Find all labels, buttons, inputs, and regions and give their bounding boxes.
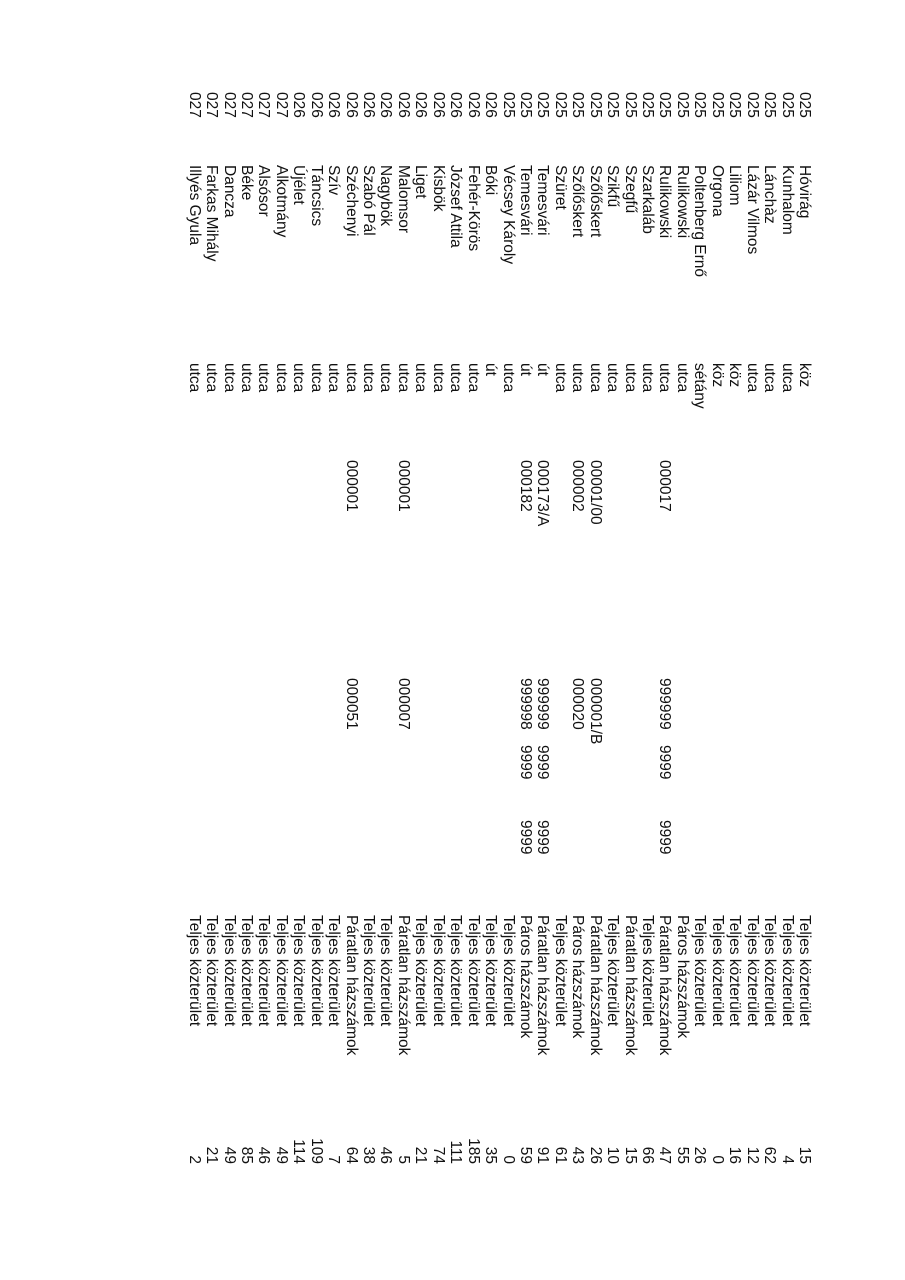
street-type: sétány bbox=[691, 363, 709, 409]
count-value: 64 bbox=[342, 1146, 360, 1164]
street-name: Temesvári bbox=[517, 165, 534, 236]
count-value: 114 bbox=[290, 1139, 308, 1164]
street-name: Széchenyi bbox=[342, 165, 360, 237]
house-number-to: 000051 bbox=[342, 678, 360, 730]
street-name: Szüret bbox=[551, 165, 569, 210]
house-number-from: 000001 bbox=[394, 460, 412, 512]
count-value: 49 bbox=[220, 1146, 238, 1164]
street-type: utca bbox=[360, 363, 378, 393]
house-number-from: 000173/A bbox=[534, 460, 552, 527]
district-code: 025 bbox=[691, 92, 709, 118]
street-type: út bbox=[482, 363, 500, 376]
house-number-from: 000182 bbox=[517, 460, 534, 512]
street-type: út bbox=[534, 363, 552, 376]
coverage-scope: Teljes közterület bbox=[482, 915, 500, 1027]
district-code: 025 bbox=[639, 92, 657, 118]
count-value: 26 bbox=[691, 1146, 709, 1164]
street-name: Kunhalom bbox=[778, 165, 796, 235]
district-code: 027 bbox=[255, 92, 273, 118]
count-value: 47 bbox=[656, 1146, 674, 1164]
street-name: Kisbök bbox=[429, 165, 447, 212]
coverage-scope: Páratlan házszámok bbox=[394, 915, 412, 1056]
coverage-scope: Páratlan házszámok bbox=[656, 915, 674, 1056]
street-name: Szabó Pál bbox=[360, 165, 378, 236]
coverage-scope: Teljes közterület bbox=[412, 915, 430, 1027]
count-value: 46 bbox=[377, 1146, 395, 1164]
coverage-scope: Páros házszámok bbox=[569, 915, 587, 1039]
street-name: József Attila bbox=[447, 165, 465, 248]
coverage-scope: Teljes közterület bbox=[604, 915, 622, 1027]
district-code: 025 bbox=[708, 92, 726, 118]
house-number-from: 00001/00 bbox=[586, 460, 604, 525]
house-number-to: 999998 bbox=[517, 678, 534, 730]
street-type: utca bbox=[656, 363, 674, 393]
coverage-scope: Teljes közterület bbox=[185, 915, 203, 1027]
count-value: 5 bbox=[394, 1155, 412, 1164]
coverage-scope: Teljes közterület bbox=[639, 915, 657, 1027]
count-value: 2 bbox=[185, 1155, 203, 1164]
street-type: utca bbox=[604, 363, 622, 393]
district-code: 026 bbox=[377, 92, 395, 118]
coverage-scope: Páros házszámok bbox=[517, 915, 534, 1039]
street-name: Szív bbox=[325, 165, 343, 196]
coverage-scope: Teljes közterület bbox=[499, 915, 517, 1027]
count-value: 49 bbox=[272, 1146, 290, 1164]
district-code: 025 bbox=[621, 92, 639, 118]
district-code: 027 bbox=[272, 92, 290, 118]
street-type: utca bbox=[429, 363, 447, 393]
range-value-2: 9999 bbox=[656, 820, 674, 855]
street-type: köz bbox=[726, 363, 744, 388]
range-value-2: 9999 bbox=[517, 820, 534, 855]
district-code: 027 bbox=[203, 92, 221, 118]
count-value: 111 bbox=[447, 1140, 465, 1164]
district-code: 025 bbox=[499, 92, 517, 118]
district-code: 025 bbox=[761, 92, 779, 118]
district-code: 026 bbox=[429, 92, 447, 118]
district-code: 025 bbox=[656, 92, 674, 118]
coverage-scope: Teljes közterület bbox=[796, 915, 813, 1027]
house-number-to: 999999 bbox=[656, 678, 674, 730]
street-name: Lázár Vilmos bbox=[743, 165, 761, 255]
district-code: 025 bbox=[551, 92, 569, 118]
district-code: 025 bbox=[569, 92, 587, 118]
street-name: Bóki bbox=[482, 165, 500, 196]
street-type: köz bbox=[796, 363, 813, 388]
count-value: 185 bbox=[464, 1138, 482, 1164]
street-type: utca bbox=[394, 363, 412, 393]
coverage-scope: Teljes közterület bbox=[464, 915, 482, 1027]
range-value-1: 9999 bbox=[656, 745, 674, 780]
street-name: Rulikowski bbox=[656, 165, 674, 239]
coverage-scope: Teljes közterület bbox=[203, 915, 221, 1027]
coverage-scope: Páros házszámok bbox=[673, 915, 691, 1039]
coverage-scope: Teljes közterület bbox=[325, 915, 343, 1027]
district-code: 025 bbox=[778, 92, 796, 118]
district-code: 027 bbox=[185, 92, 203, 118]
street-name: Temesvári bbox=[534, 165, 552, 236]
street-type: utca bbox=[586, 363, 604, 393]
count-value: 66 bbox=[639, 1146, 657, 1164]
district-code: 025 bbox=[517, 92, 534, 118]
coverage-scope: Teljes közterület bbox=[761, 915, 779, 1027]
district-code: 026 bbox=[412, 92, 430, 118]
district-code: 026 bbox=[342, 92, 360, 118]
street-type: utca bbox=[220, 363, 238, 393]
coverage-scope: Teljes közterület bbox=[708, 915, 726, 1027]
street-name: Alsósor bbox=[255, 165, 273, 217]
count-value: 15 bbox=[621, 1146, 639, 1164]
district-code: 027 bbox=[238, 92, 255, 118]
district-code: 026 bbox=[307, 92, 325, 118]
count-value: 26 bbox=[586, 1146, 604, 1164]
coverage-scope: Teljes közterület bbox=[238, 915, 255, 1027]
coverage-scope: Teljes közterület bbox=[377, 915, 395, 1027]
count-value: 43 bbox=[569, 1146, 587, 1164]
house-number-to: 000001/B bbox=[586, 678, 604, 745]
count-value: 109 bbox=[307, 1138, 325, 1164]
street-type: utca bbox=[761, 363, 779, 393]
street-type: út bbox=[517, 363, 534, 376]
coverage-scope: Teljes közterület bbox=[220, 915, 238, 1027]
street-type: utca bbox=[272, 363, 290, 393]
coverage-scope: Teljes közterület bbox=[307, 915, 325, 1027]
street-name: Illyés Gyula bbox=[185, 165, 203, 246]
district-code: 025 bbox=[796, 92, 813, 118]
street-name: Poltenberg Ernő bbox=[691, 165, 709, 278]
coverage-scope: Teljes közterület bbox=[743, 915, 761, 1027]
count-value: 62 bbox=[761, 1146, 779, 1164]
count-value: 15 bbox=[796, 1146, 813, 1164]
house-number-from: 000001 bbox=[342, 460, 360, 512]
coverage-scope: Teljes közterület bbox=[429, 915, 447, 1027]
street-type: köz bbox=[708, 363, 726, 388]
district-code: 025 bbox=[534, 92, 552, 118]
street-type: utca bbox=[290, 363, 308, 393]
street-name: Nagybök bbox=[377, 165, 395, 227]
district-code: 026 bbox=[464, 92, 482, 118]
count-value: 21 bbox=[203, 1146, 221, 1164]
coverage-scope: Teljes közterület bbox=[778, 915, 796, 1027]
street-name: Rulikowski bbox=[673, 165, 691, 239]
house-number-to: 000007 bbox=[394, 678, 412, 730]
street-type: utca bbox=[238, 363, 255, 393]
street-type: utca bbox=[621, 363, 639, 393]
street-type: utca bbox=[203, 363, 221, 393]
range-value-2: 9999 bbox=[534, 820, 552, 855]
coverage-scope: Páratlan házszámok bbox=[586, 915, 604, 1056]
count-value: 16 bbox=[726, 1146, 744, 1164]
street-name: Szegfű bbox=[621, 165, 639, 214]
street-type: utca bbox=[255, 363, 273, 393]
street-name: Dancza bbox=[220, 165, 238, 218]
count-value: 21 bbox=[412, 1146, 430, 1164]
street-type: utca bbox=[447, 363, 465, 393]
district-code: 026 bbox=[447, 92, 465, 118]
street-name: Vécsey Károly bbox=[499, 165, 517, 265]
count-value: 61 bbox=[551, 1146, 569, 1164]
street-type: utca bbox=[377, 363, 395, 393]
district-code: 026 bbox=[290, 92, 308, 118]
street-name: Malomsor bbox=[394, 165, 412, 234]
coverage-scope: Teljes közterület bbox=[691, 915, 709, 1027]
coverage-scope: Teljes közterület bbox=[551, 915, 569, 1027]
count-value: 35 bbox=[482, 1146, 500, 1164]
coverage-scope: Páratlan házszámok bbox=[534, 915, 552, 1056]
district-code: 025 bbox=[586, 92, 604, 118]
district-code: 026 bbox=[325, 92, 343, 118]
street-name: Szőlőskert bbox=[586, 165, 604, 238]
street-type: utca bbox=[639, 363, 657, 393]
count-value: 85 bbox=[238, 1146, 255, 1164]
coverage-scope: Teljes közterület bbox=[290, 915, 308, 1027]
street-name: Alkotmány bbox=[272, 165, 290, 238]
street-name: Lánchàz bbox=[761, 165, 779, 224]
street-name: Újélet bbox=[290, 165, 308, 205]
street-name: Hóvirág bbox=[796, 165, 813, 219]
street-name: Szarkaláb bbox=[639, 165, 657, 234]
street-type: utca bbox=[412, 363, 430, 393]
count-value: 12 bbox=[743, 1146, 761, 1164]
street-name: Fehér-Körös bbox=[464, 165, 482, 252]
coverage-scope: Páratlan házszámok bbox=[621, 915, 639, 1056]
street-name: Farkas Mihály bbox=[203, 165, 221, 262]
count-value: 0 bbox=[499, 1155, 517, 1164]
street-name: Liliom bbox=[726, 165, 744, 206]
street-type: utca bbox=[778, 363, 796, 393]
count-value: 7 bbox=[325, 1155, 343, 1164]
street-type: utca bbox=[185, 363, 203, 393]
house-number-from: 000017 bbox=[656, 460, 674, 512]
district-code: 026 bbox=[482, 92, 500, 118]
count-value: 0 bbox=[708, 1155, 726, 1164]
count-value: 91 bbox=[534, 1146, 552, 1164]
count-value: 4 bbox=[778, 1155, 796, 1164]
count-value: 38 bbox=[360, 1146, 378, 1164]
count-value: 74 bbox=[429, 1146, 447, 1164]
count-value: 59 bbox=[517, 1146, 534, 1164]
coverage-scope: Teljes közterület bbox=[360, 915, 378, 1027]
range-value-1: 9999 bbox=[517, 745, 534, 780]
coverage-scope: Páratlan házszámok bbox=[342, 915, 360, 1056]
district-code: 025 bbox=[604, 92, 622, 118]
count-value: 55 bbox=[673, 1146, 691, 1164]
street-name: Orgona bbox=[708, 165, 726, 217]
district-code: 026 bbox=[394, 92, 412, 118]
house-number-to: 000020 bbox=[569, 678, 587, 730]
count-value: 46 bbox=[255, 1146, 273, 1164]
count-value: 10 bbox=[604, 1146, 622, 1164]
coverage-scope: Teljes közterület bbox=[272, 915, 290, 1027]
street-type: utca bbox=[307, 363, 325, 393]
district-code: 027 bbox=[220, 92, 238, 118]
street-type: utca bbox=[464, 363, 482, 393]
district-code: 026 bbox=[360, 92, 378, 118]
coverage-scope: Teljes közterület bbox=[447, 915, 465, 1027]
house-number-from: 000002 bbox=[569, 460, 587, 512]
coverage-scope: Teljes közterület bbox=[255, 915, 273, 1027]
street-name: Szőlőskert bbox=[569, 165, 587, 238]
street-name: Béke bbox=[238, 165, 255, 201]
street-type: utca bbox=[499, 363, 517, 393]
district-code: 025 bbox=[726, 92, 744, 118]
street-type: utca bbox=[551, 363, 569, 393]
street-name: Táncsics bbox=[307, 165, 325, 227]
street-type: utca bbox=[342, 363, 360, 393]
street-type: utca bbox=[569, 363, 587, 393]
street-type: utca bbox=[743, 363, 761, 393]
street-type: utca bbox=[325, 363, 343, 393]
street-name: Szikfű bbox=[604, 165, 622, 208]
house-number-to: 999999 bbox=[534, 678, 552, 730]
street-type: utca bbox=[673, 363, 691, 393]
district-code: 025 bbox=[743, 92, 761, 118]
coverage-scope: Teljes közterület bbox=[726, 915, 744, 1027]
district-code: 025 bbox=[673, 92, 691, 118]
range-value-1: 9999 bbox=[534, 745, 552, 780]
street-name: Liget bbox=[412, 165, 430, 199]
